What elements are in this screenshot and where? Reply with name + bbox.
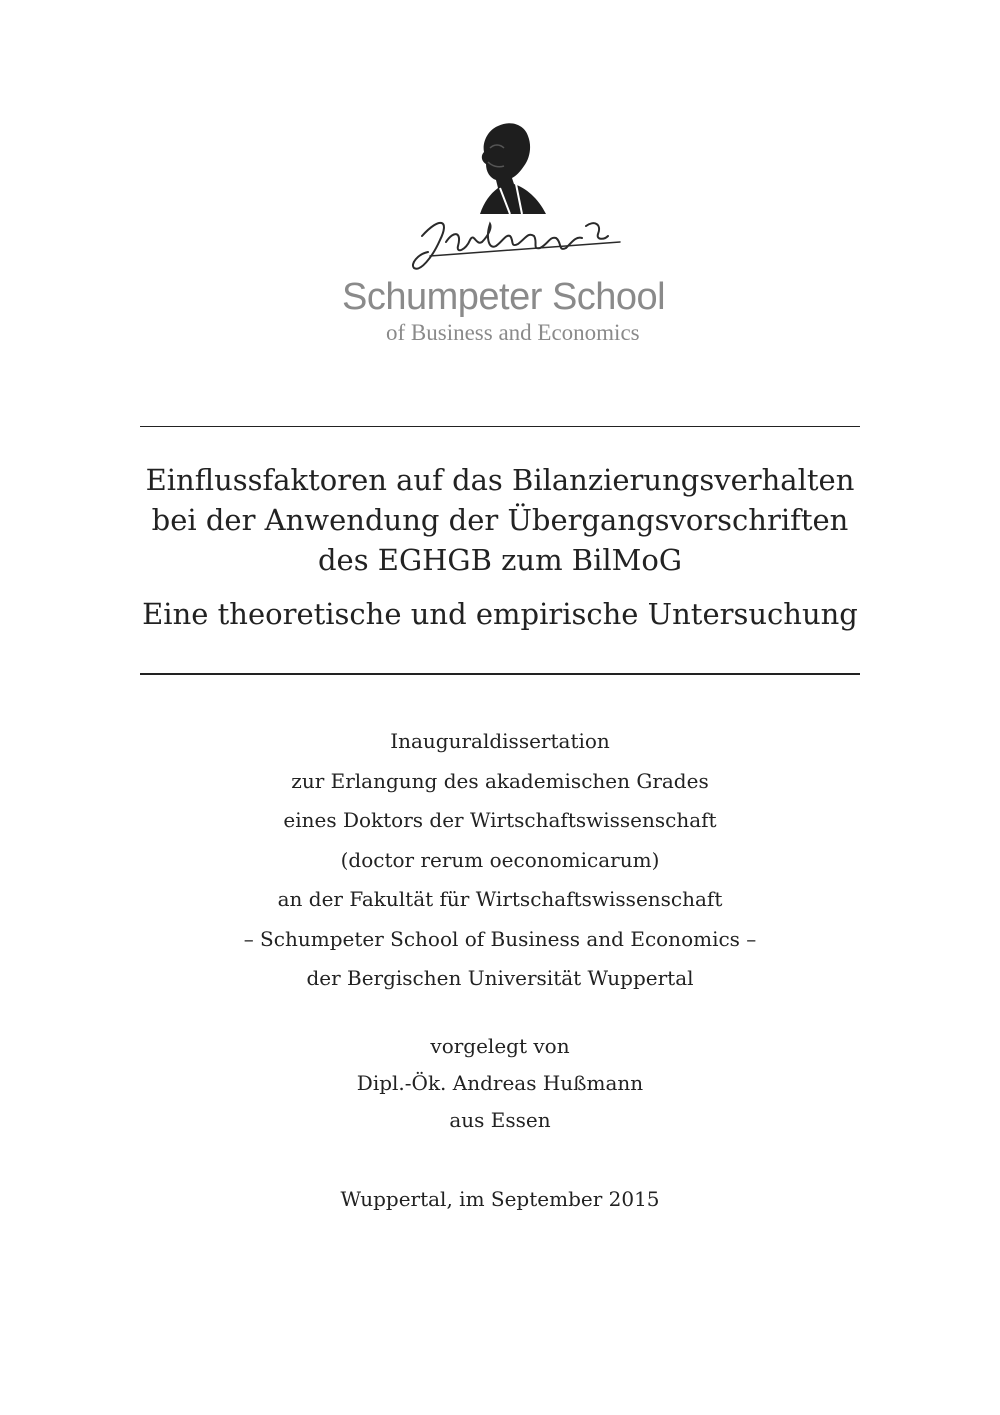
divider-top: [140, 426, 860, 427]
title-line: des EGHGB zum BilMoG: [317, 543, 682, 577]
dissertation-line: eines Doktors der Wirtschaftswissenschaft: [283, 808, 717, 832]
place-date-text: Wuppertal, im September 2015: [340, 1187, 660, 1211]
dissertation-line: Inauguraldissertation: [390, 729, 610, 753]
dissertation-line: der Bergischen Universität Wuppertal: [306, 966, 694, 990]
author-origin: aus Essen: [449, 1108, 551, 1132]
divider-bottom: [140, 673, 860, 675]
logo-name: Schumpeter School: [342, 276, 666, 318]
dissertation-line: (doctor rerum oeconomicarum): [340, 847, 660, 872]
title-line: bei der Anwendung der Übergangsvorschriften: [151, 503, 849, 537]
thesis-title: [100, 460, 900, 634]
dissertation-line: an der Fakultät für Wirtschaftswissenschaft: [277, 887, 723, 911]
signature-icon: [410, 206, 630, 286]
dissertation-line: – Schumpeter School of Business and Economics –: [243, 926, 757, 951]
thesis-subtitle: Eine theoretische und empirische Untersuchung: [142, 597, 858, 631]
logo-subtitle: of Business and Economics: [386, 320, 640, 345]
place-date: [100, 1180, 900, 1220]
dissertation-line: zur Erlangung des akademischen Grades: [291, 768, 709, 793]
presented-by: vorgelegt von: [430, 1034, 570, 1058]
portrait-icon: [460, 118, 550, 216]
title-line: Einflussfaktoren auf das Bilanzierungsverhalten: [145, 463, 855, 497]
author-info: [100, 1028, 900, 1139]
schumpeter-school-logo: [330, 118, 670, 353]
dissertation-info: [100, 722, 900, 999]
author-name: Dipl.-Ök. Andreas Hußmann: [356, 1071, 644, 1095]
